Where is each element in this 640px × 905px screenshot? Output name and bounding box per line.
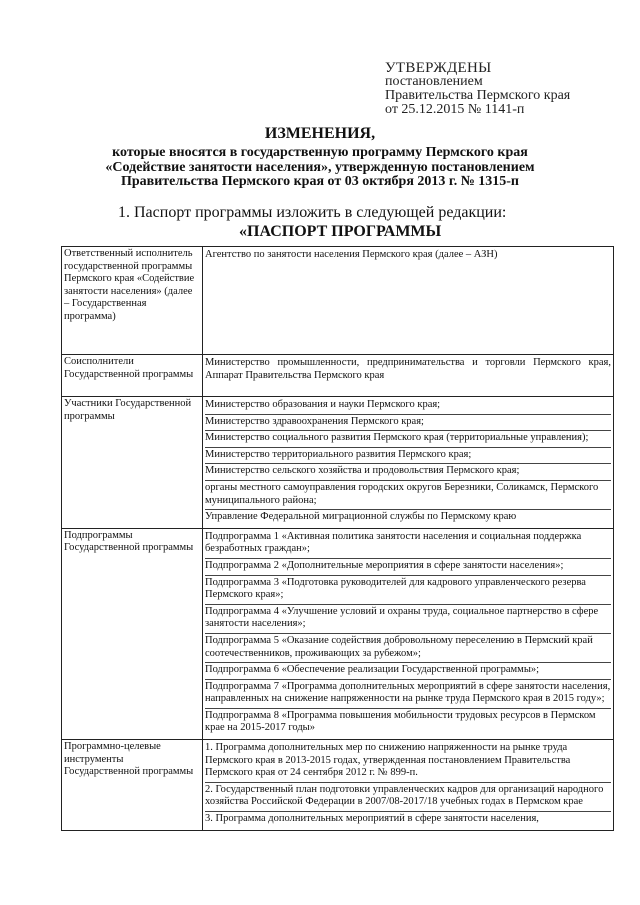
intro-paragraph: 1. Паспорт программы изложить в следующей редакции: (118, 204, 507, 221)
table-row (62, 740, 614, 831)
list-item: Подпрограмма 4 «Улучшение условий и охраны труда, социальное партнерство в сфере занятости населения»; (205, 605, 611, 634)
list-item: Агентство по занятости населения Пермского края (далее – АЗН) (205, 249, 498, 260)
row-content (203, 740, 614, 831)
row-label: Подпрограммы Государственной программы (62, 528, 203, 739)
subheading-line-2: «Содействие занятости населения», утвержденную постановлением (105, 159, 535, 175)
approval-block (385, 61, 570, 117)
list-item: Подпрограмма 3 «Подготовка руководителей для кадрового управленческого резерва Пермского края»; (205, 576, 611, 605)
row-label: Программно-целевые инструменты Государственной программы (62, 740, 203, 831)
row-content (203, 355, 614, 397)
document-heading: ИЗМЕНЕНИЯ, (264, 125, 376, 142)
document-subheading (60, 146, 580, 190)
subheading-line-1: которые вносятся в государственную программу Пермского края (112, 145, 528, 160)
row-label: Соисполнители Государственной программы (62, 355, 203, 397)
row-content (203, 397, 614, 529)
list-item: Министерство здравоохранения Пермского края; (205, 415, 611, 432)
list-item: Министерство образования и науки Пермского края; (205, 398, 611, 415)
passport-title: «ПАСПОРТ ПРОГРАММЫ (239, 223, 442, 240)
table-row (62, 528, 614, 739)
approval-line-3: от 25.12.2015 № 1141-п (385, 102, 525, 117)
list-item: Министерство сельского хозяйства и продовольствия Пермского края; (205, 464, 611, 481)
table-row (62, 247, 614, 355)
row-content (203, 528, 614, 739)
table-row (62, 397, 614, 529)
list-item: Подпрограмма 8 «Программа повышения мобильности трудовых ресурсов в Пермском крае на 2015-2017 годы» (205, 709, 596, 734)
subheading-line-3: Правительства Пермского края от 03 октября 2013 г. № 1315-п (120, 174, 519, 189)
row-label: Ответственный исполнитель государственной программы Пермского края «Содействие занятости населения» (далее – Государственная программа) (62, 247, 203, 355)
list-item: Подпрограмма 6 «Обеспечение реализации Государственной программы»; (205, 663, 611, 680)
list-item: Министерство промышленности, предпринимательства и торговли Пермского края, Аппарат Правительства Пермского края (205, 357, 611, 381)
list-item: Подпрограмма 7 «Программа дополнительных мероприятий в сфере занятости населения, направленных на снижение напряженности на рынке труда Пермского края в 2015 году»; (205, 680, 611, 709)
row-label: Участники Государственной программы (62, 397, 203, 529)
list-item: 2. Государственный план подготовки управленческих кадров для организаций народного хозяйства Российской Федерации в 2007/08-2017/18 учебных годах в Пермском крае (205, 783, 611, 812)
passport-table (61, 246, 614, 831)
approval-line-1: постановлением (385, 74, 483, 89)
list-item: 1. Программа дополнительных мер по снижению напряженности на рынке труда Пермского края в 2013-2015 годах, утвержденная постановлением Правительства Пермского края от 24 сентября 2012 г. № 899-п. (205, 741, 611, 783)
approval-line-2: Правительства Пермского края (385, 88, 571, 103)
list-item: 3. Программа дополнительных мероприятий в сфере занятости населения, (205, 813, 539, 825)
table-row (62, 355, 614, 397)
list-item: Министерство территориального развития Пермского края; (205, 448, 611, 465)
row-content (203, 247, 614, 355)
list-item: Управление Федеральной миграционной службы по Пермскому краю (205, 511, 517, 523)
list-item: Подпрограмма 5 «Оказание содействия добровольному переселению в Пермский край соотечественников, проживающих за рубежом»; (205, 634, 611, 663)
list-item: Подпрограмма 2 «Дополнительные мероприятия в сфере занятости населения»; (205, 559, 611, 576)
list-item: Подпрограмма 1 «Активная политика занятости населения и социальная поддержка безработных граждан»; (205, 530, 611, 559)
approval-title: УТВЕРЖДЕНЫ (385, 60, 492, 76)
list-item: органы местного самоуправления городских округов Березники, Соликамск, Пермского муниципального района; (205, 481, 611, 510)
list-item: Министерство социального развития Пермского края (территориальные управления); (205, 431, 611, 448)
